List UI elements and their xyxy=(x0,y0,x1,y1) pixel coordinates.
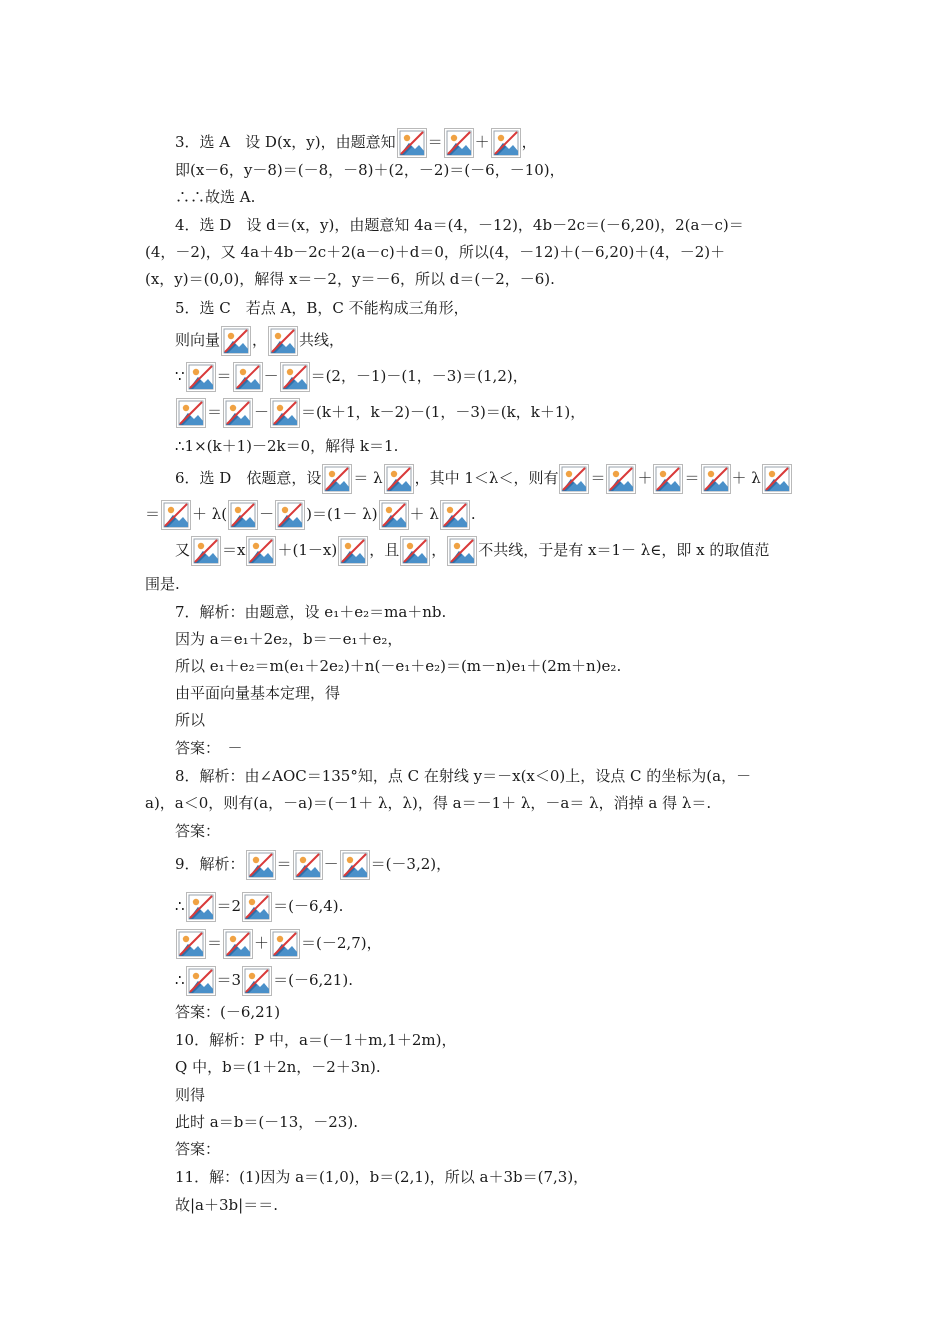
text-line xyxy=(175,1082,205,1108)
line-text: ＝2 xyxy=(216,897,242,915)
line-text: ∵ xyxy=(175,367,185,385)
line-text: ＝(－3,2)， xyxy=(370,855,452,873)
text-line xyxy=(175,763,751,789)
broken-image-icon xyxy=(270,929,300,959)
broken-image-icon xyxy=(653,464,683,494)
line-text: (x，y)＝(0,0)，解得 x＝－2，y＝－6，所以 d＝(－2，－6). xyxy=(145,270,555,288)
line-text: 6．选 D 依题意，设 xyxy=(175,469,322,487)
text-line xyxy=(175,536,769,562)
broken-image-icon xyxy=(186,892,216,922)
line-text: ， xyxy=(252,331,268,349)
line-text: ＝ xyxy=(207,403,223,421)
line-text: )＝(1－ λ) xyxy=(306,505,378,523)
line-text: 不共线，于是有 x＝1－ λ∈，即 x 的取值范 xyxy=(478,541,770,559)
broken-image-icon xyxy=(242,966,272,996)
line-text: ＋ xyxy=(637,469,653,487)
line-text: 因为 a＝e₁＋2e₂，b＝－e₁＋e₂， xyxy=(175,630,403,648)
line-text: 又 xyxy=(175,541,191,559)
line-text: 所以 xyxy=(175,711,206,729)
broken-image-icon xyxy=(270,398,300,428)
line-text: . xyxy=(470,505,476,523)
line-text: ＝x xyxy=(222,541,246,559)
text-line xyxy=(175,295,469,321)
broken-image-icon xyxy=(186,362,216,392)
line-text: 由平面向量基本定理，得 xyxy=(175,684,341,702)
line-text: 答案： xyxy=(175,822,221,840)
line-text: 10．解析：P 中，a＝(－1＋m,1＋2m)， xyxy=(175,1031,457,1049)
line-text: 共线， xyxy=(299,331,345,349)
broken-image-icon xyxy=(491,128,521,158)
broken-image-icon xyxy=(191,536,221,566)
line-text: ＋ λ( xyxy=(192,505,228,523)
text-line xyxy=(175,184,255,210)
line-text: ∴ xyxy=(175,897,185,915)
broken-image-icon xyxy=(701,464,731,494)
line-text: ＝ λ xyxy=(353,469,383,487)
broken-image-icon xyxy=(246,850,276,880)
line-text: Q 中，b＝(1＋2n，－2＋3n). xyxy=(175,1058,381,1076)
line-text: － xyxy=(259,505,275,523)
broken-image-icon xyxy=(242,892,272,922)
broken-image-icon xyxy=(293,850,323,880)
broken-image-icon xyxy=(223,398,253,428)
line-text: 9．解析： xyxy=(175,855,245,873)
broken-image-icon xyxy=(559,464,589,494)
line-text: ＝ xyxy=(276,855,292,873)
line-text: 此时 a＝b＝(－13，－23). xyxy=(175,1113,358,1131)
text-line xyxy=(175,157,565,183)
line-text: 答案： xyxy=(175,1140,221,1158)
line-text: ＝ xyxy=(427,133,443,151)
line-text: ∴ xyxy=(175,971,185,989)
text-line xyxy=(175,326,344,352)
line-text: ，且 xyxy=(369,541,400,559)
text-line xyxy=(175,892,343,918)
text-line xyxy=(145,790,711,816)
broken-image-icon xyxy=(322,464,352,494)
line-text: ＝(－6,4). xyxy=(273,897,344,915)
text-line xyxy=(175,966,353,992)
line-text: ＝ xyxy=(207,934,223,952)
text-line xyxy=(175,212,744,238)
broken-image-icon xyxy=(186,966,216,996)
text-line xyxy=(175,128,537,154)
text-line xyxy=(175,1027,456,1053)
broken-image-icon xyxy=(384,464,414,494)
broken-image-icon xyxy=(228,500,258,530)
broken-image-icon xyxy=(400,536,430,566)
broken-image-icon xyxy=(161,500,191,530)
line-text: － xyxy=(263,367,279,385)
line-text: ＝ xyxy=(590,469,606,487)
line-text: ＝ xyxy=(684,469,700,487)
line-text: ，其中 1＜λ＜，则有 xyxy=(414,469,559,487)
broken-image-icon xyxy=(338,536,368,566)
line-text: ＋ λ xyxy=(731,469,761,487)
line-text: ∴1×(k＋1)－2k＝0，解得 k＝1. xyxy=(175,437,399,455)
line-text: 答案： － xyxy=(175,739,243,757)
broken-image-icon xyxy=(340,850,370,880)
broken-image-icon xyxy=(176,929,206,959)
broken-image-icon xyxy=(275,500,305,530)
line-text: ， xyxy=(431,541,447,559)
line-text: ＋(1－x) xyxy=(277,541,338,559)
line-text: ＋ xyxy=(474,133,490,151)
line-text: ＋ λ xyxy=(409,505,439,523)
line-text: ＝3 xyxy=(216,971,242,989)
line-text: 则向量 xyxy=(175,331,221,349)
broken-image-icon xyxy=(762,464,792,494)
line-text: a)，a＜0，则有(a，－a)＝(－1＋ λ，λ)，得 a＝－1＋ λ，－a＝ λ，消掉 a 得 λ＝. xyxy=(145,794,712,812)
line-text: ＝(2，－1)－(1，－3)＝(1,2)， xyxy=(310,367,528,385)
line-text: 所以 e₁＋e₂＝m(e₁＋2e₂)＋n(－e₁＋e₂)＝(m－n)e₁＋(2m＋n)e₂. xyxy=(175,657,622,675)
broken-image-icon xyxy=(280,362,310,392)
text-line xyxy=(175,362,528,388)
line-text: 4．选 D 设 d＝(x，y)，由题意知 4a＝(4，－12)，4b－2c＝(－6,20)，2(a－c)＝ xyxy=(175,216,744,234)
text-line xyxy=(175,1109,358,1135)
text-line xyxy=(175,1192,278,1218)
line-text: 故|a＋3b|＝＝. xyxy=(175,1196,278,1214)
text-line xyxy=(145,571,180,597)
text-line xyxy=(175,999,280,1025)
line-text: 围是. xyxy=(145,575,180,593)
text-line xyxy=(175,599,446,625)
broken-image-icon xyxy=(221,326,251,356)
line-text: 7．解析：由题意，设 e₁＋e₂＝ma＋nb. xyxy=(175,603,447,621)
broken-image-icon xyxy=(223,929,253,959)
line-text: (4，－2)，又 4a＋4b－2c＋2(a－c)＋d＝0，所以(4，－12)＋(－6,20)＋(4，－2)＋ xyxy=(145,243,726,261)
text-line xyxy=(145,239,725,265)
broken-image-icon xyxy=(246,536,276,566)
line-text: ＝(k＋1，k－2)－(1，－3)＝(k，k＋1)， xyxy=(301,403,586,421)
line-text: 5．选 C 若点 A，B，C 不能构成三角形， xyxy=(175,299,469,317)
line-text: 11．解：(1)因为 a＝(1,0)，b＝(2,1)，所以 a＋3b＝(7,3)， xyxy=(175,1168,589,1186)
text-line xyxy=(175,929,382,955)
line-text: ， xyxy=(521,133,537,151)
line-text: 8．解析：由∠AOC＝135°知，点 C 在射线 y＝－x(x＜0)上，设点 C 的坐标为(a，－ xyxy=(175,767,752,785)
broken-image-icon xyxy=(268,326,298,356)
text-line xyxy=(175,464,793,490)
line-text: 答案：(－6,21) xyxy=(175,1003,281,1021)
line-text: ＝(－6,21). xyxy=(273,971,353,989)
text-line xyxy=(175,626,402,652)
text-line xyxy=(175,433,398,459)
line-text: 3．选 A 设 D(x，y)，由题意知 xyxy=(175,133,396,151)
text-line xyxy=(175,1164,588,1190)
line-text: ＝ xyxy=(216,367,232,385)
line-text: ＋ xyxy=(254,934,270,952)
text-line xyxy=(175,398,585,424)
text-line xyxy=(175,735,243,761)
line-text: 则得 xyxy=(175,1086,206,1104)
text-line xyxy=(145,500,476,526)
text-line xyxy=(175,1054,381,1080)
text-line xyxy=(145,266,555,292)
text-line xyxy=(175,653,621,679)
text-line xyxy=(175,680,340,706)
text-line xyxy=(175,850,451,876)
broken-image-icon xyxy=(379,500,409,530)
text-line xyxy=(175,707,205,733)
broken-image-icon xyxy=(397,128,427,158)
line-text: － xyxy=(254,403,270,421)
line-text: 即(x－6，y－8)＝(－8，－8)＋(2，－2)＝(－6，－10)， xyxy=(175,161,565,179)
text-line xyxy=(175,1136,220,1162)
line-text: － xyxy=(323,855,339,873)
line-text: ＝ xyxy=(145,505,161,523)
broken-image-icon xyxy=(606,464,636,494)
broken-image-icon xyxy=(444,128,474,158)
line-text: ∴∴故选 A. xyxy=(175,188,256,206)
broken-image-icon xyxy=(176,398,206,428)
text-line xyxy=(175,818,220,844)
broken-image-icon xyxy=(440,500,470,530)
broken-image-icon xyxy=(447,536,477,566)
broken-image-icon xyxy=(233,362,263,392)
line-text: ＝(－2,7)， xyxy=(301,934,382,952)
